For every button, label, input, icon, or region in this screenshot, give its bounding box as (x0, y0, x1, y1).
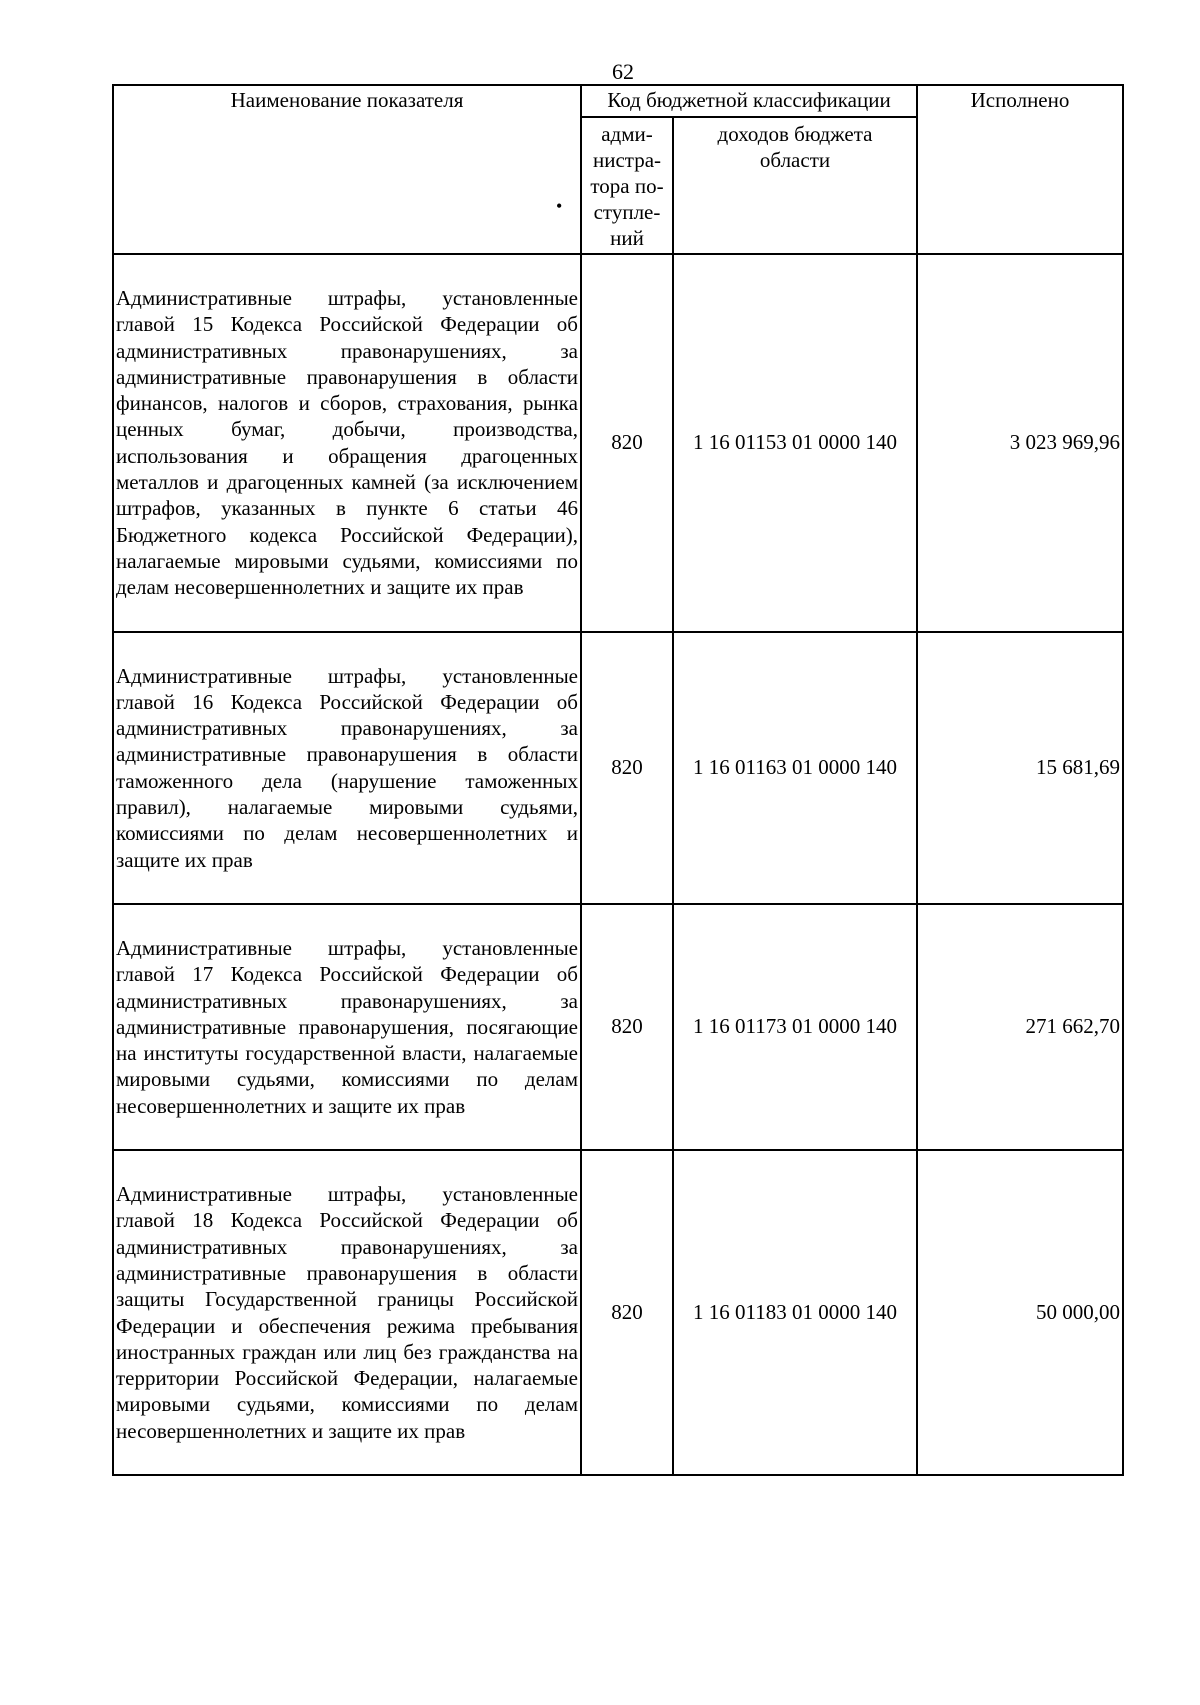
row-executed: 271 662,70 (917, 904, 1123, 1150)
header-executed: Исполнено (917, 85, 1123, 254)
header-administrator-line: ступле- (593, 200, 661, 224)
row-name: Административные штрафы, установленные главой 15 Кодекса Российской Федерации об административных правонарушениях, за административные правонарушения в области финансов, налогов и сборов, страхования, рынка ценных бумаг, добычи, производства, использования и обращения драгоценных металлов и драгоценных камней (за исключением штрафов, указанных в пункте 6 статьи 46 Бюджетного кодекса Российской Федерации), налагаемые мировыми судьями, комиссиями по делам несовершеннолетних и защите их прав (113, 254, 581, 632)
row-admin-code: 820 (581, 1150, 673, 1475)
row-revenue-code: 1 16 01163 01 0000 140 (673, 632, 917, 904)
header-revenue-line: области (759, 148, 831, 172)
header-administrator-line: адми- (601, 122, 653, 146)
table-row (113, 1150, 1123, 1475)
row-name: Административные штрафы, установленные главой 18 Кодекса Российской Федерации об административных правонарушениях, за административные правонарушения в области защиты Государственной границы Российской Федерации и обеспечения режима пребывания иностранных граждан или лиц без гражданства на территории Российской Федерации, налагаемые мировыми судьями, комиссиями по делам несовершеннолетних и защите их прав (113, 1150, 581, 1475)
header-classification-group: Код бюджетной классификации (581, 85, 917, 117)
header-revenue (673, 117, 917, 254)
row-revenue-code: 1 16 01183 01 0000 140 (673, 1150, 917, 1475)
row-executed: 15 681,69 (917, 632, 1123, 904)
table-row (113, 904, 1123, 1150)
row-executed: 50 000,00 (917, 1150, 1123, 1475)
page-number: 62 (612, 59, 634, 84)
row-revenue-code: 1 16 01173 01 0000 140 (673, 904, 917, 1150)
row-executed: 3 023 969,96 (917, 254, 1123, 632)
row-revenue-code: 1 16 01153 01 0000 140 (673, 254, 917, 632)
row-name: Административные штрафы, установленные главой 17 Кодекса Российской Федерации об административных правонарушениях, за административные правонарушения, посягающие на институты государственной власти, налагаемые мировыми судьями, комиссиями по делам несовершеннолетних и защите их прав (113, 904, 581, 1150)
row-admin-code: 820 (581, 254, 673, 632)
header-administrator (581, 117, 673, 254)
table-row (113, 632, 1123, 904)
row-admin-code: 820 (581, 632, 673, 904)
header-administrator-line: ний (610, 226, 644, 250)
budget-table (112, 84, 1124, 1476)
stray-mark: • (556, 196, 563, 216)
header-administrator-line: тора по- (590, 174, 664, 198)
header-name: Наименование показателя (113, 85, 581, 254)
header-revenue-line: доходов бюджета (717, 122, 873, 146)
header-administrator-line: нистра- (592, 148, 662, 172)
table-row (113, 254, 1123, 632)
row-name: Административные штрафы, установленные главой 16 Кодекса Российской Федерации об административных правонарушениях, за административные правонарушения в области таможенного дела (нарушение таможенных правил), налагаемые мировыми судьями, комиссиями по делам несовершеннолетних и защите их прав (113, 632, 581, 904)
row-admin-code: 820 (581, 904, 673, 1150)
header-row-1 (113, 85, 1123, 117)
